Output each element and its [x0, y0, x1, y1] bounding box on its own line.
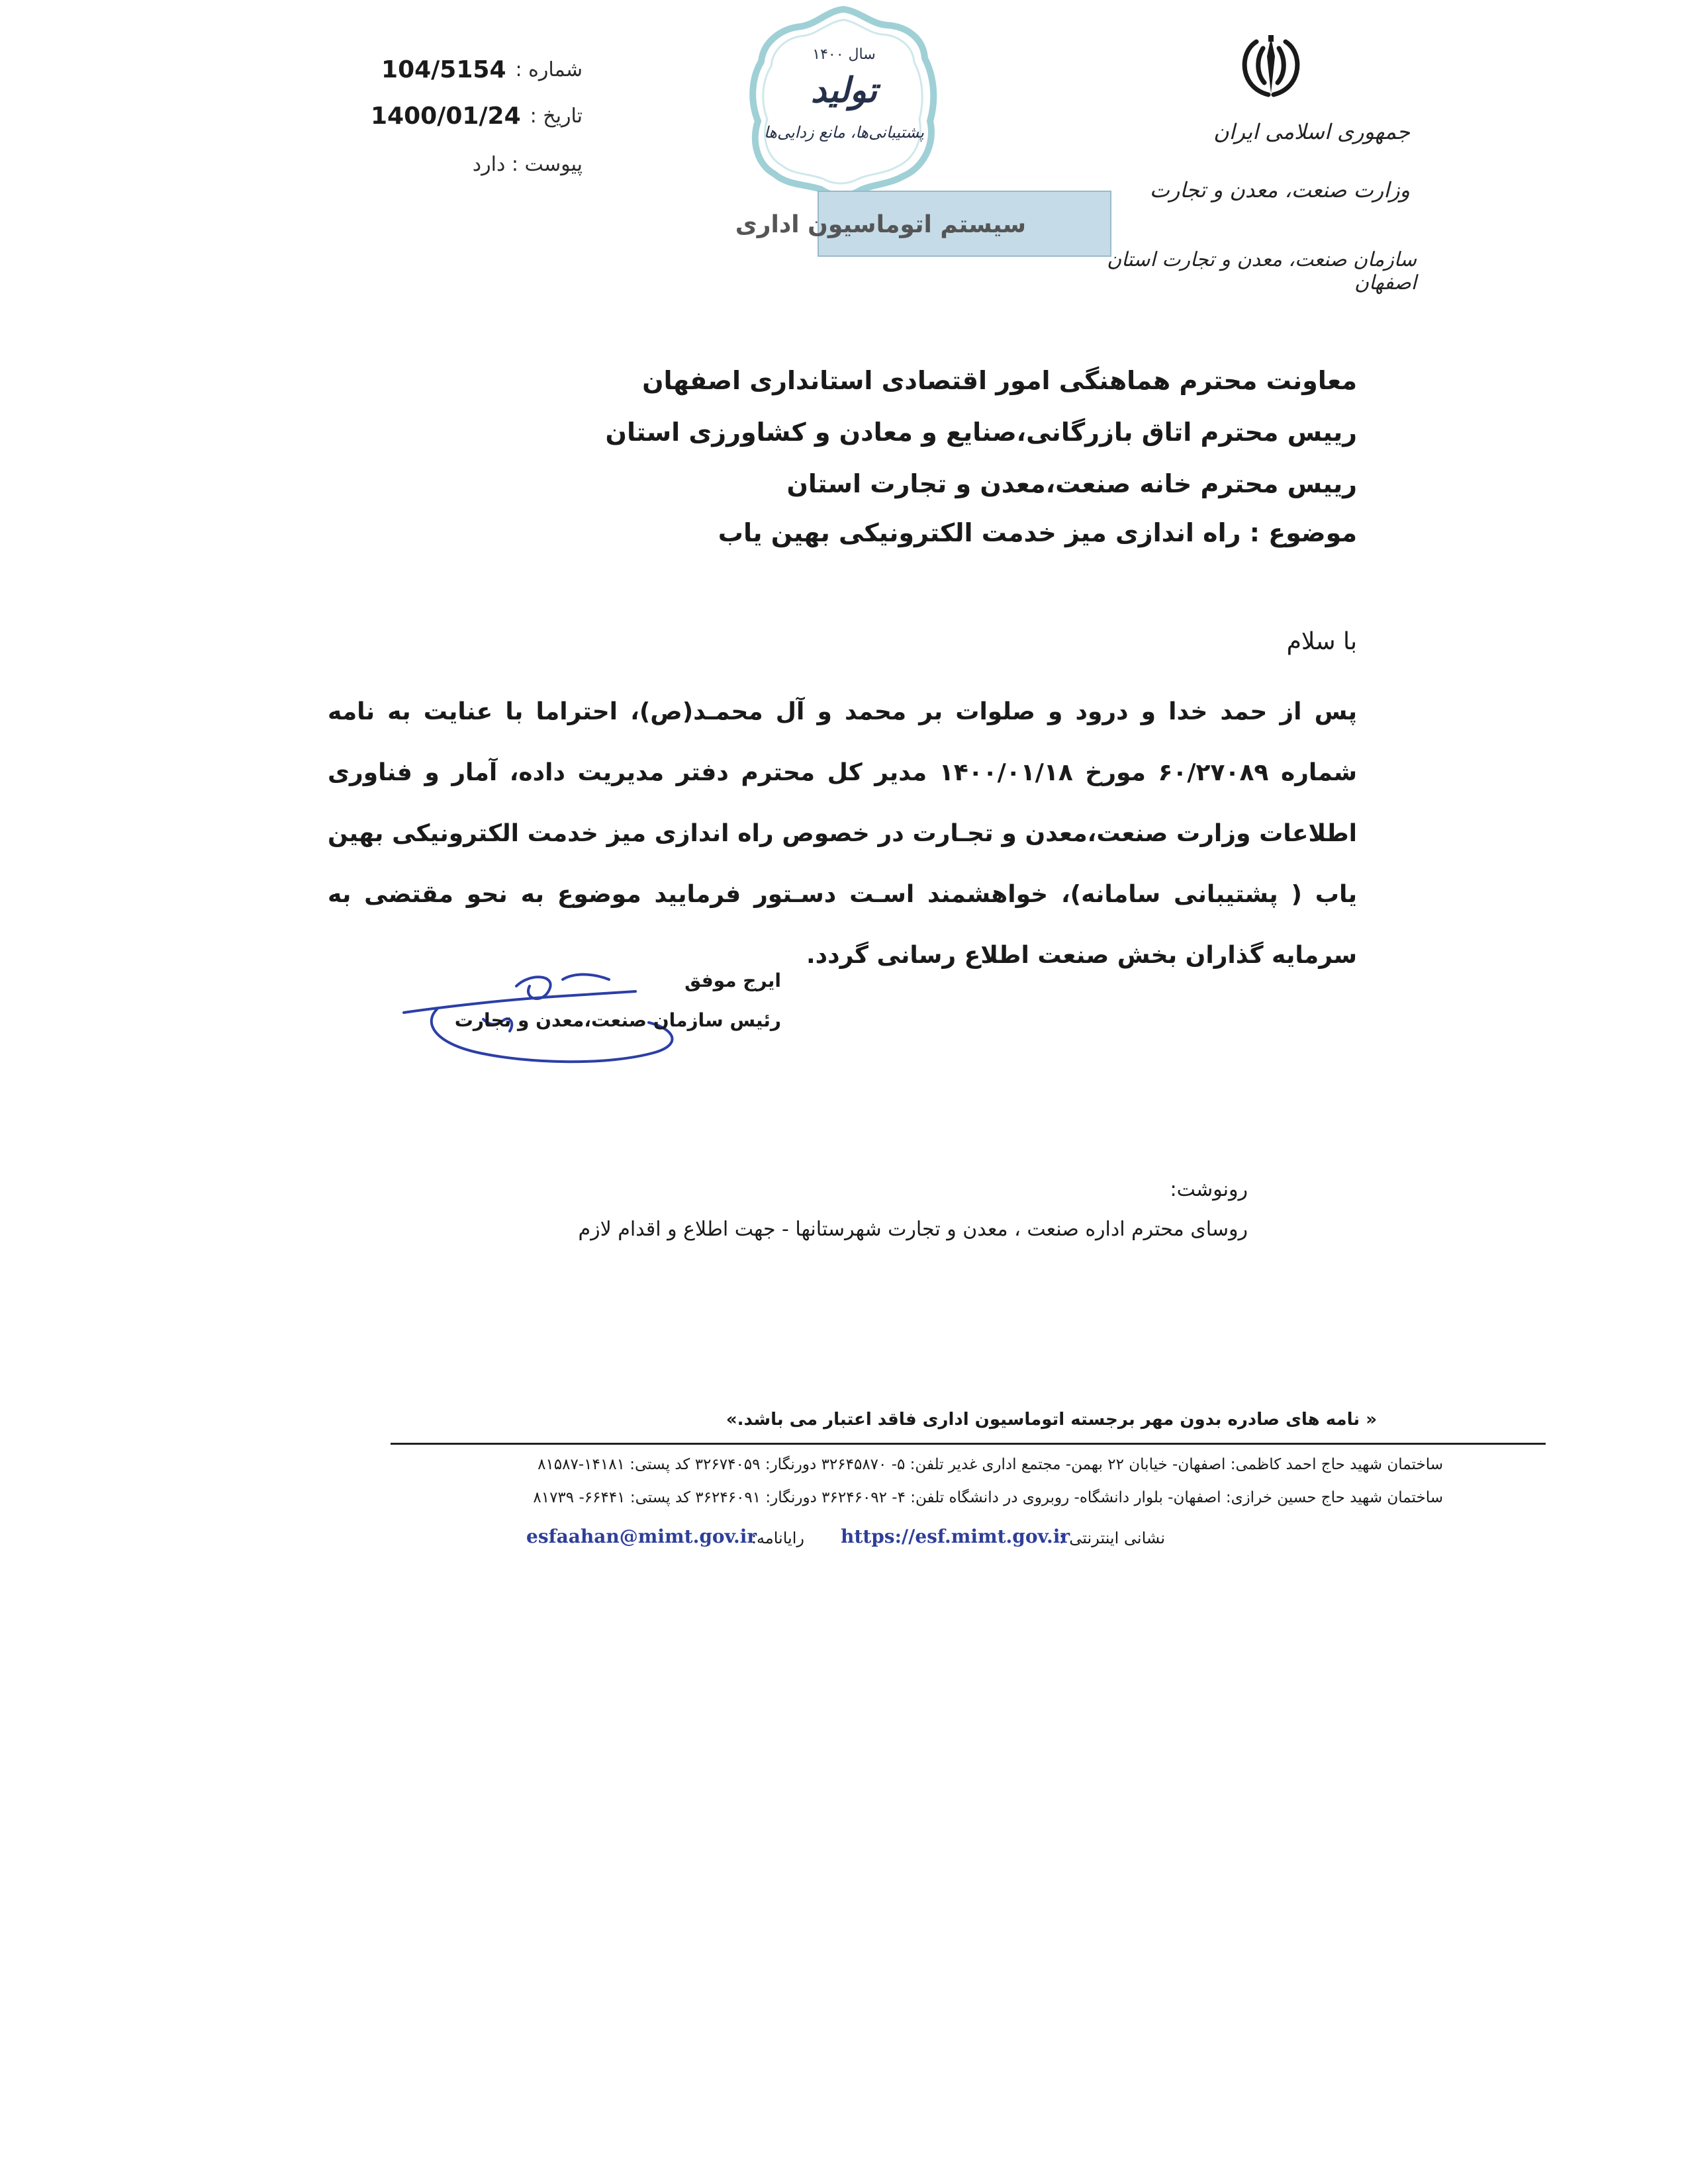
subject-line: موضوع : راه اندازی میز خدمت الکترونیکی بهین یاب [718, 518, 1357, 547]
org-line-ministry: وزارت صنعت، معدن و تجارت [1149, 177, 1410, 203]
greeting: با سلام [1286, 628, 1357, 655]
stamp-subtitle: پشتیبانی‌ها، مانع زدایی‌ها [763, 123, 924, 142]
footer-address-2: ساختمان شهید حاج حسین خرازی: اصفهان- بلوار دانشگاه- روبروی در دانشگاه تلفن: ۴- ۳۶۲۴۶۰۹۲ دورنگار: ۳۶۲۴۶۰۹۱ کد پستی: ۶۶۴۴۱- ۸۱۷۳۹ [533, 1489, 1443, 1506]
org-line-provincial: سازمان صنعت، معدن و تجارت استان اصفهان [1107, 248, 1417, 295]
cc-text: روسای محترم اداره صنعت ، معدن و تجارت شهرستانها - جهت اطلاع و اقدام لازم [578, 1218, 1248, 1241]
letter-number-value: 104/5154 [381, 56, 506, 83]
letter-date-label: تاریخ : [530, 104, 583, 128]
letter-number-row [278, 50, 583, 89]
addressee-line-3: رییس محترم خانه صنعت،معدن و تجارت استان [786, 469, 1357, 498]
email-label: رایانامه: [751, 1529, 804, 1547]
signatory-title: رئیس سازمان صنعت،معدن و تجارت [454, 1009, 781, 1031]
year-slogan-stamp [745, 5, 943, 197]
letter-date-value: 1400/01/24 [370, 102, 521, 130]
email-link[interactable]: esfaahan@mimt.gov.ir [526, 1525, 757, 1547]
letter-number-label: شماره : [515, 58, 583, 81]
iran-emblem-icon [1231, 30, 1311, 103]
website-label: نشانی اینترنتی : [1058, 1529, 1165, 1547]
attachment-row [278, 144, 583, 184]
letter-date-row [278, 96, 583, 136]
cc-label: رونوشت: [1170, 1178, 1248, 1201]
website-link[interactable]: https://esf.mimt.gov.ir [841, 1525, 1070, 1547]
attachment-text: پیوست : دارد [472, 152, 583, 176]
footer-divider [391, 1443, 1546, 1445]
letter-body: پس از حمد خدا و درود و صلوات بر محمد و آل محمـد(ص)، احتراما با عنایت به نامه شماره ۶۰/۲۷۰۸۹ مورخ ۱۴۰۰/۰۱/۱۸ مدیر کل محترم دفتر مدیریت داده، آمار و فناوری اطلاعات وزارت صنعت،معدن و تجـارت در خصوص راه اندازی میز خدمت الکترونیکی بهین یاب ( پشتیبانی سامانه)، خواهشمند اسـت دسـتور فرمایید موضوع به نحو مقتضی به سرمایه گذاران بخش صنعت اطلاع رسانی گردد. [328, 698, 1357, 969]
stamp-year: سال ۱۴۰۰ [812, 46, 876, 63]
stamp-title: تولید [810, 70, 878, 111]
validity-notice: « نامه های صادره بدون مهر برجسته اتوماسیون اداری فاقد اعتبار می باشد.» [726, 1410, 1377, 1430]
addressee-line-2: رییس محترم اتاق بازرگانی،صنایع و معادن و کشاورزی استان [605, 418, 1357, 447]
addressee-line-1: معاونت محترم هماهنگی امور اقتصادی استانداری اصفهان [642, 366, 1357, 395]
automation-system-label: سیستم اتوماسیون اداری [735, 211, 1026, 238]
org-line-country: جمهوری اسلامی ایران [1213, 119, 1410, 144]
footer-address-1: ساختمان شهید حاج احمد کاظمی: اصفهان- خیابان ۲۲ بهمن- مجتمع اداری غدیر تلفن: ۵- ۳۲۶۴۵۸۷۰ دورنگار: ۳۲۶۷۴۰۵۹ کد پستی: ۱۴۱۸۱-۸۱۵۸۷ [538, 1456, 1443, 1473]
signatory-name: ایرج موفق [684, 970, 781, 991]
